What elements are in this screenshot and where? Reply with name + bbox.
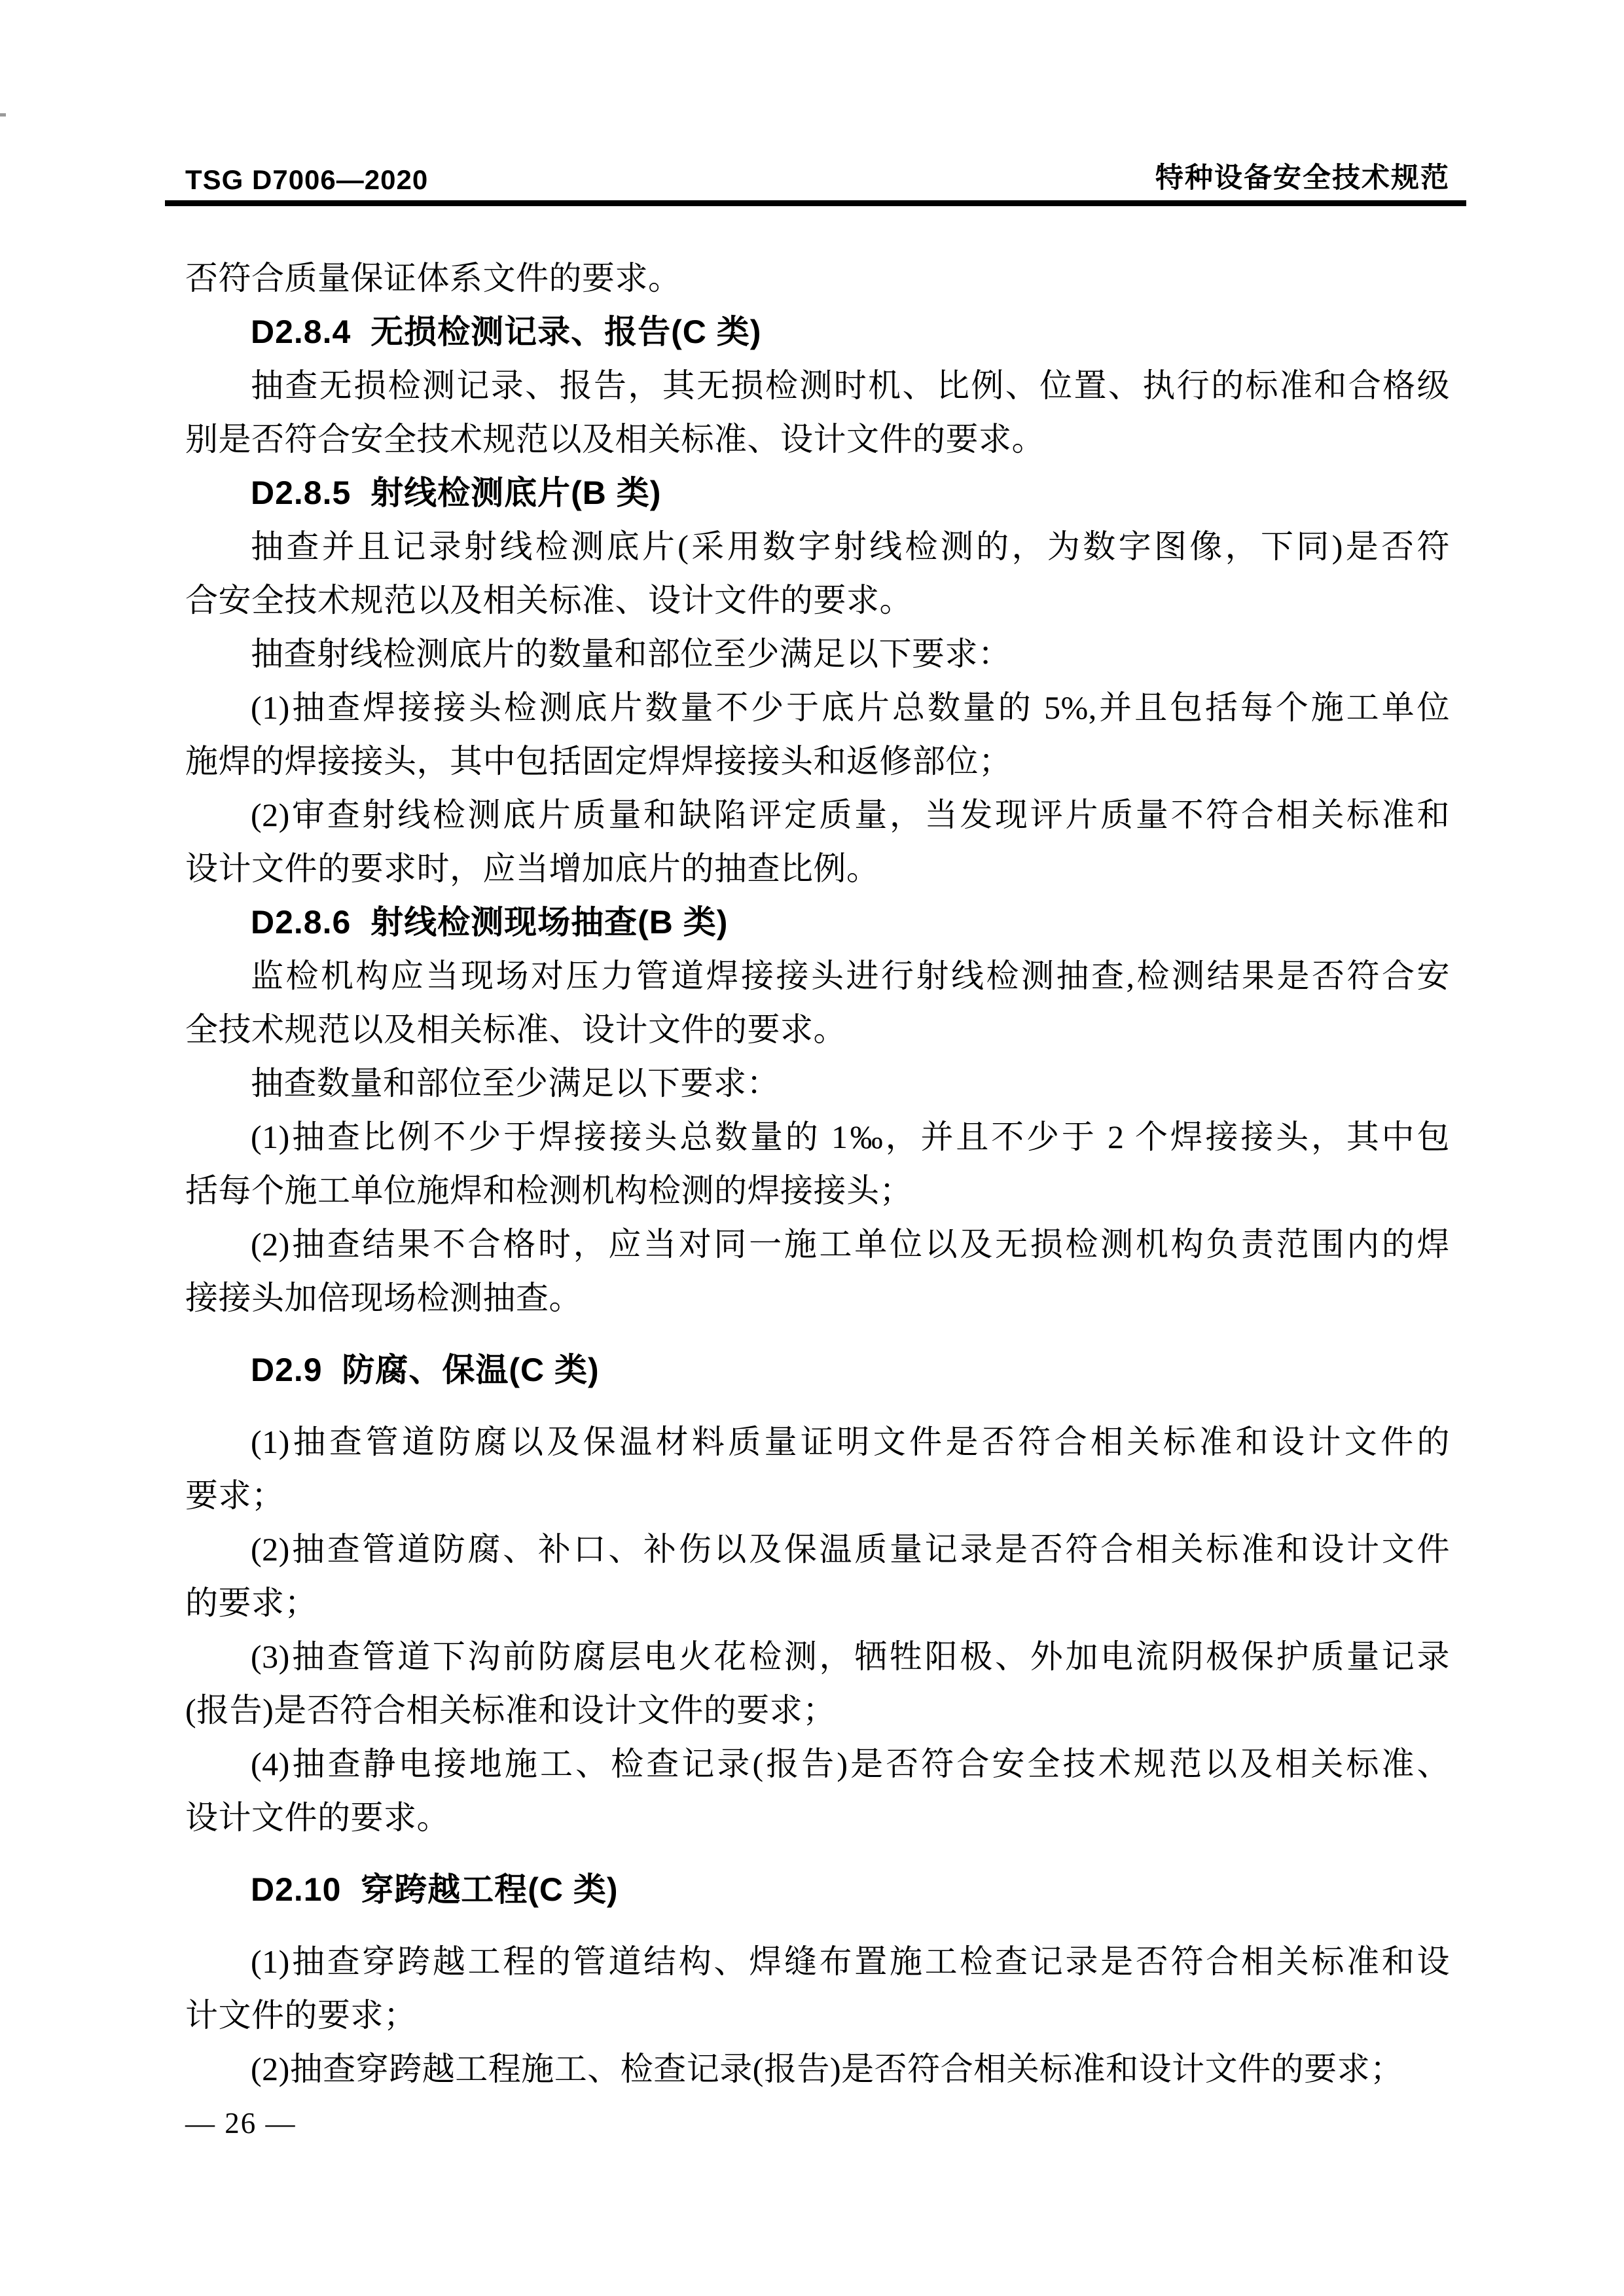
text-line: 合安全技术规范以及相关标准、设计文件的要求。 (185, 582, 912, 619)
scan-edge-artifact (0, 113, 6, 117)
text-line: (2)抽查穿跨越工程施工、检查记录(报告)是否符合相关标准和设计文件的要求； (251, 2051, 1403, 2087)
text-line: 抽查并且记录射线检测底片(采用数字射线检测的，为数字图像，下同)是否符 (251, 528, 1450, 565)
text-line: (1)抽查焊接接头检测底片数量不少于底片总数量的 5%,并且包括每个施工单位 (251, 689, 1450, 726)
text-line: 抽查数量和部位至少满足以下要求： (251, 1065, 780, 1102)
text-line: (2)抽查管道防腐、补口、补伤以及保温质量记录是否符合相关标准和设计文件 (251, 1531, 1450, 1568)
text-line: 否符合质量保证体系文件的要求。 (185, 260, 681, 296)
section-heading: D2.9 防腐、保温(C 类) (251, 1352, 600, 1388)
text-line: 接接头加倍现场检测抽查。 (185, 1280, 582, 1316)
text-line: 括每个施工单位施焊和检测机构检测的焊接接头； (185, 1172, 912, 1209)
text-line: 监检机构应当现场对压力管道焊接接头进行射线检测抽查,检测结果是否符合安 (251, 958, 1450, 994)
text-line: 的要求； (185, 1585, 317, 1621)
text-line: (报告)是否符合相关标准和设计文件的要求； (185, 1692, 836, 1729)
document-body (185, 251, 1450, 2096)
text-line: 要求； (185, 1477, 285, 1514)
section-heading: D2.8.6 射线检测现场抽查(B 类) (251, 904, 729, 941)
text-line: (1)抽查比例不少于焊接接头总数量的 1‰，并且不少于 2 个焊接接头，其中包 (251, 1119, 1450, 1155)
text-line: (1)抽查管道防腐以及保温材料质量证明文件是否符合相关标准和设计文件的 (251, 1424, 1450, 1460)
header-rule (165, 200, 1466, 206)
text-line: 计文件的要求； (185, 1997, 417, 2034)
section-heading: D2.8.4 无损检测记录、报告(C 类) (251, 314, 762, 350)
text-line: 抽查无损检测记录、报告，其无损检测时机、比例、位置、执行的标准和合格级 (251, 367, 1450, 404)
section-heading: D2.10 穿跨越工程(C 类) (251, 1871, 619, 1908)
text-line: (4)抽查静电接地施工、检查记录(报告)是否符合安全技术规范以及相关标准、 (251, 1746, 1450, 1782)
text-line: (2)抽查结果不合格时，应当对同一施工单位以及无损检测机构负责范围内的焊 (251, 1226, 1450, 1263)
doc-title: 特种设备安全技术规范 (1155, 162, 1450, 194)
doc-number: TSG D7006—2020 (185, 164, 429, 195)
text-line: 设计文件的要求。 (185, 1799, 450, 1836)
text-line: 别是否符合安全技术规范以及相关标准、设计文件的要求。 (185, 421, 1045, 457)
text-line: (1)抽查穿跨越工程的管道结构、焊缝布置施工检查记录是否符合相关标准和设 (251, 1943, 1450, 1980)
page-header (185, 156, 1450, 196)
page-number: — 26 — (185, 2107, 297, 2140)
section-heading: D2.8.5 射线检测底片(B 类) (251, 475, 662, 511)
text-line: (3)抽查管道下沟前防腐层电火花检测，牺牲阳极、外加电流阴极保护质量记录 (251, 1638, 1450, 1675)
text-line: 全技术规范以及相关标准、设计文件的要求。 (185, 1011, 846, 1048)
text-line: (2)审查射线检测底片质量和缺陷评定质量，当发现评片质量不符合相关标准和 (251, 797, 1450, 833)
text-line: 施焊的焊接接头，其中包括固定焊焊接接头和返修部位； (185, 743, 1012, 780)
text-line: 设计文件的要求时，应当增加底片的抽查比例。 (185, 850, 880, 887)
text-line: 抽查射线检测底片的数量和部位至少满足以下要求： (251, 636, 1011, 672)
